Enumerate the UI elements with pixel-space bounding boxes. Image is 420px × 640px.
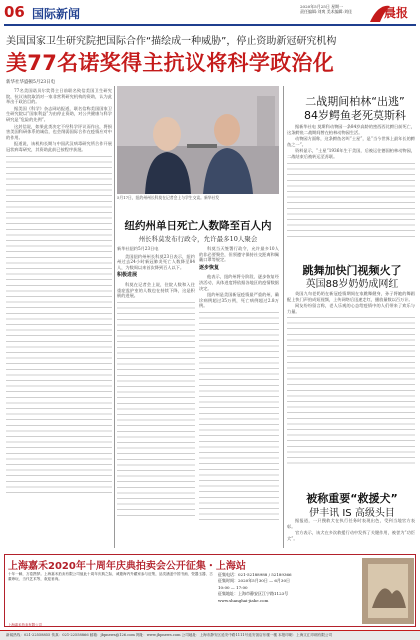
ad-address: 上海市静安区江宁路1123号 bbox=[238, 591, 289, 597]
lead-paragraph: 报道说，该机构长期与中国武汉病毒研究所合作开展冠状病毒研究，其资助此前已按程序获批。 bbox=[6, 141, 112, 152]
rescue-dog-body bbox=[287, 518, 415, 550]
news-photo bbox=[117, 86, 279, 194]
lead-headline: 美77名诺奖得主抗议将科学政治化 bbox=[6, 51, 335, 75]
crocodile-paragraph: 动物园方面称，这条鳄鱼名叫“土星”，是“当今世界上最年长的鳄鱼之一”。 bbox=[287, 136, 415, 147]
lead-paragraph: 据美国《科学》杂志网站报道，联名信称美国国家卫生研究院以“国家利益”为由停止资助，对公共健康与科学研究是“危险的先例”。 bbox=[6, 105, 112, 122]
header-date-block bbox=[300, 4, 370, 14]
header-editor: 责任编辑:刘爽 美术编辑:刘佳 bbox=[300, 9, 352, 14]
crocodile-paragraph: 据新华社电 莫斯科动物园一条84岁高龄的密西西比鳄日前死亡，这条鳄鱼二战期间曾在柏林动物园生活。 bbox=[287, 124, 415, 135]
lead-body bbox=[6, 88, 112, 550]
newyork-section-head: 逐步恢复 bbox=[199, 264, 220, 271]
grandma-paragraph: 网友纷纷留言称，老人乐观的心态给疫情中的人们带来了欢乐与力量。 bbox=[287, 303, 415, 314]
rescue-dog-subheadline: 伊丰讯 IS 高级头目 bbox=[309, 508, 395, 519]
column-divider bbox=[283, 86, 284, 548]
column-divider bbox=[114, 86, 115, 548]
lead-paragraph: 77名美国诺贝尔奖得主日前联名致信美国卫生研究院，抗议该院取消对一家非营利研究机构的资助，认为此举出于政治目的。 bbox=[6, 88, 112, 105]
ad-phone-label: 征集电话： bbox=[218, 572, 238, 577]
text-placeholder-lines bbox=[117, 300, 195, 520]
page-number: 06 bbox=[4, 3, 25, 21]
grandma-body bbox=[287, 291, 415, 486]
grandma-headline: 跳舞加快门视频火了 bbox=[302, 264, 402, 277]
newyork-paragraph: 纽约州是美国新冠疫情最严重的州，确诊病例超过35万例，死亡病例超过2.8万例。 bbox=[199, 292, 279, 309]
header-date: 2020年5月25日 星期一 bbox=[300, 4, 344, 9]
ad-website[interactable]: www.shanghai-jiahe.com bbox=[218, 597, 269, 603]
photo-caption: 5月17日，纽约州州长科莫在记者会上与学生交谈。新华社发 bbox=[117, 195, 220, 200]
text-placeholder-lines bbox=[287, 161, 415, 241]
text-placeholder-lines bbox=[199, 310, 279, 520]
ad-artwork-image bbox=[362, 558, 414, 624]
newyork-byline: 新华社纽约5月23日电 bbox=[117, 246, 159, 251]
newyork-section-head: 积极进展 bbox=[117, 272, 138, 279]
text-placeholder-lines bbox=[6, 154, 112, 494]
newyork-headline: 纽约州单日死亡人数降至百人内 bbox=[124, 220, 272, 232]
ad-period: 2020年5月30日 — 6月30日 bbox=[238, 578, 290, 584]
lead-paragraph: 这封信说，如果此类决定不经科学评议而作出，将损害美国科研体系的诚信，也会削弱国际合作在疫情应对中的作用。 bbox=[6, 123, 112, 140]
header-rule bbox=[4, 24, 416, 26]
newyork-body-col1 bbox=[117, 246, 195, 548]
newyork-body-col2 bbox=[199, 246, 279, 548]
section-title: 国际新闻 bbox=[32, 7, 81, 21]
ad-contact-block bbox=[218, 572, 358, 604]
page-footer bbox=[0, 630, 420, 640]
text-placeholder-lines bbox=[287, 315, 415, 465]
newyork-paragraph: 科莫在记者会上说，住院人数和入住重症监护室的人数也在持续下降，这是积极的进展。 bbox=[117, 281, 195, 299]
crocodile-headline-line2: 84岁鳄鱼老死莫斯科 bbox=[304, 109, 406, 122]
ad-hours: 10:00 — 17:00 bbox=[218, 584, 248, 590]
ad-title: 上海嘉禾2020年十周年庆典拍卖会公开征集・上海站 bbox=[8, 561, 246, 572]
rescue-dog-paragraph: 据报道，一只搜救犬在执行任务时表现出色，受到当地官方表彰。 bbox=[287, 518, 415, 529]
ad-phone[interactable]: 021-52188988 / 52189366 bbox=[238, 572, 292, 577]
logo-text: 晨报 bbox=[384, 6, 409, 20]
ad-body: 十年一瞬，万卷携梦。上海嘉禾拍卖有限公司值此十周年庆典之际，诚邀海内外藏家参与征集，品类涵盖中国书画、瓷器玉器、古董珍玩、当代艺术等，欢迎垂询。 bbox=[8, 572, 213, 581]
lead-kicker: 美国国家卫生研究院把国际合作“描绘成一种威胁”，停止资助新冠研究机构 bbox=[6, 36, 337, 47]
rescue-dog-paragraph: 官方表示，该犬在多次救援行动中发挥了关键作用，被誉为“功臣犬”。 bbox=[287, 530, 415, 541]
crocodile-body bbox=[287, 124, 415, 256]
rescue-dog-headline: 被称重要“救援犬” bbox=[306, 492, 398, 505]
ad-period-label: 征集时间： bbox=[218, 578, 238, 584]
lead-byline: 新华社华盛顿5月23日电 bbox=[6, 80, 56, 85]
crocodile-headline-line1: 二战期间柏林“出逃” bbox=[305, 95, 405, 108]
crocodile-paragraph: 资料显示，“土星”1936年生于美国，后被运往德国柏林动物园，二战结束后被转运至苏联。 bbox=[287, 148, 415, 159]
newyork-paragraph: 他表示，纽约州将分阶段、逐步恢复经济活动，具体进度将依据各地区的疫情数据决定。 bbox=[199, 274, 279, 291]
newyork-paragraph: 美国纽约州州长科莫23日表示，纽约州过去24小时新冠肺炎死亡人数降至84人，为数周以来首次降到百人以下。 bbox=[117, 253, 195, 270]
ad-company: 上海嘉禾拍卖有限公司 bbox=[8, 623, 42, 627]
ad-address-label: 征集地址： bbox=[218, 591, 238, 597]
footer-text: 新闻热线：021-22558855 传真：021-22558866 邮箱：jbpnews@126.com 网址：www.jbpnews.com 公司地址：上海市静安区延安中路1111号延安饭店东楼一楼 本报印刷：上海文汇印刷有限公司 bbox=[6, 633, 333, 637]
newyork-subheadline: 州长科莫发布行政令，允许最多10人聚会 bbox=[138, 235, 258, 243]
grandma-subheadline: 英国88岁奶奶成网红 bbox=[305, 279, 399, 290]
newyork-paragraph: 科莫当天签署行政令，允许最多10人的非必要聚会，但须遵守保持社交距离和佩戴口罩等规定。 bbox=[199, 246, 279, 263]
grandma-paragraph: 英国九旬老奶奶在新冠疫情期间在家跳舞健身，孙子将她的舞蹈配上快门声拍成短视频，上传网络后迅速走红，播放量数以百万计。 bbox=[287, 291, 415, 302]
